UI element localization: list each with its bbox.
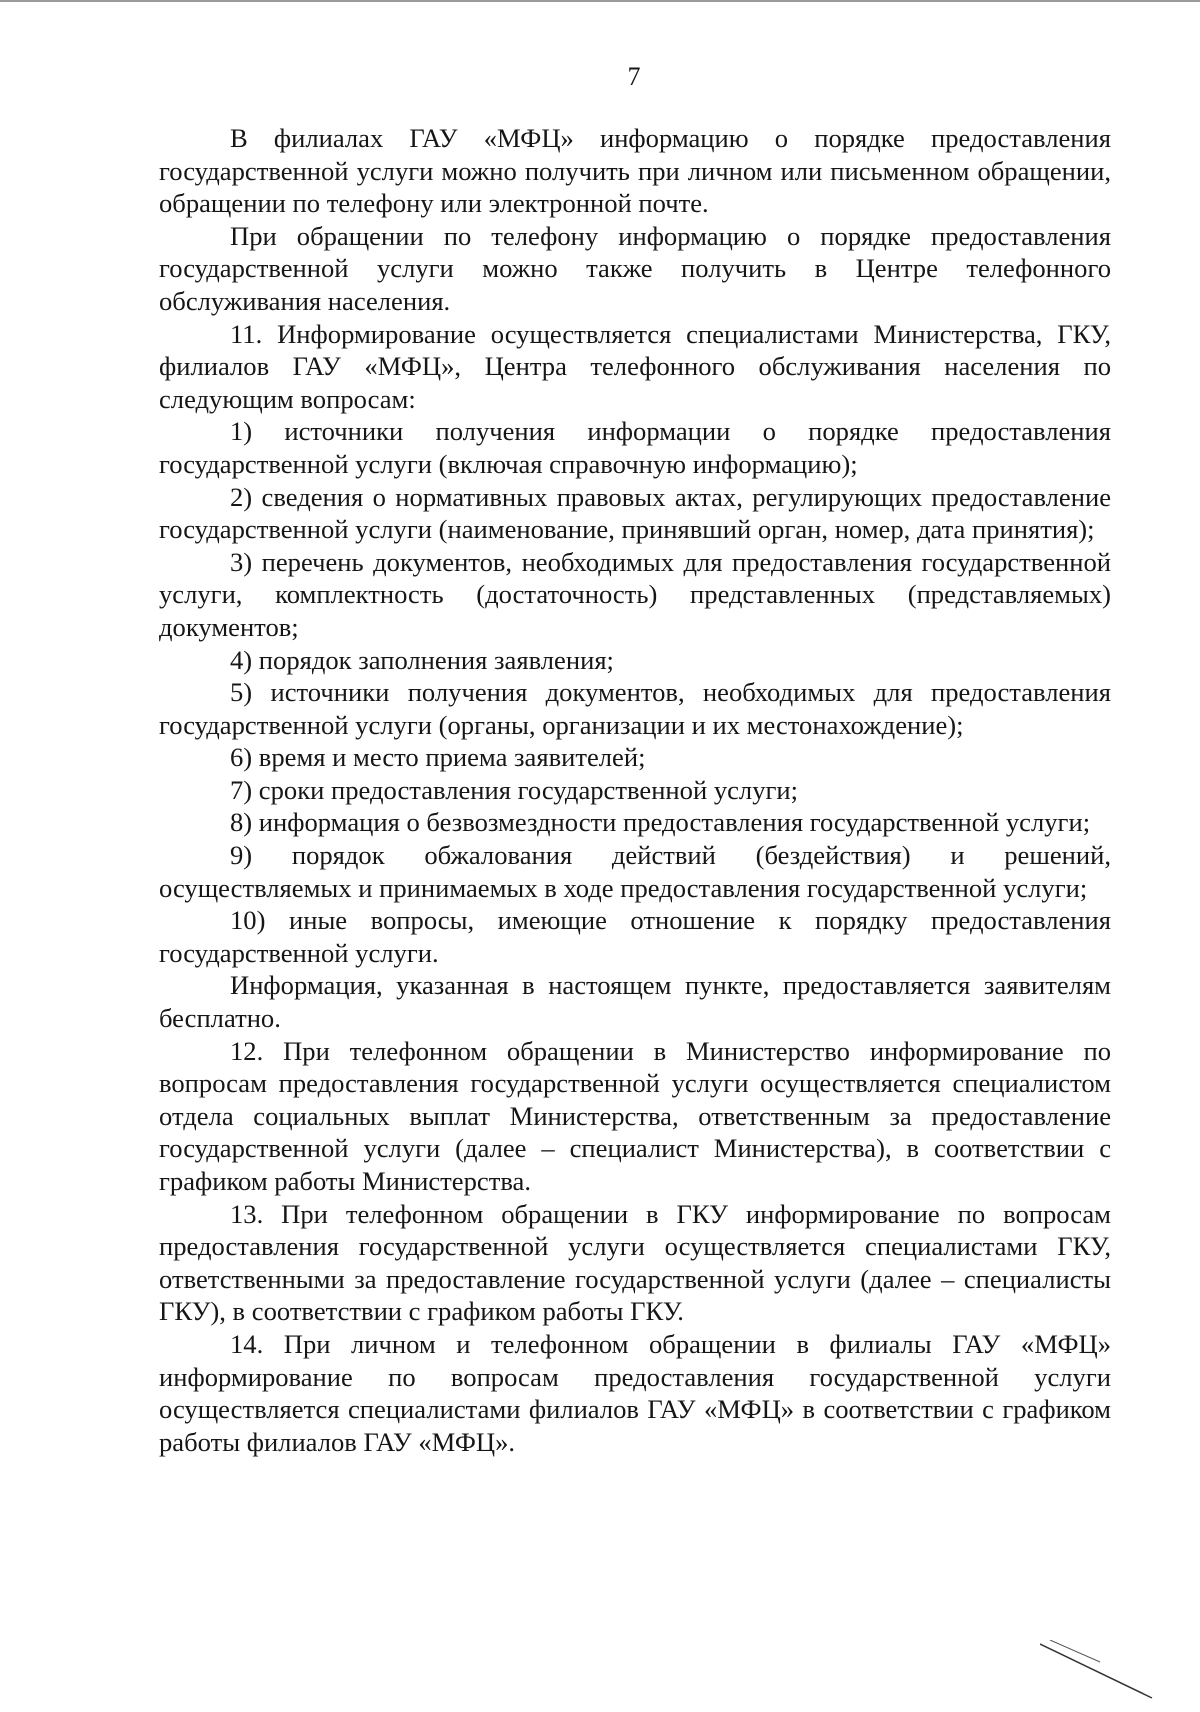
paragraph-phone-center: При обращении по телефону информацию о порядке предоставления государственной услуги можно также получить в Центре телефонного обслуживания населения.: [159, 220, 1111, 316]
list-item-5: 5) источники получения документов, необходимых для предоставления государственной услуги (органы, организации и их местонахождение);: [159, 677, 1111, 740]
list-item-1: 1) источники получения информации о порядке предоставления государственной услуги (включая справочную информацию);: [159, 416, 1111, 479]
list-item-3: 3) перечень документов, необходимых для предоставления государственной услуги, комплектность (достаточность) представленных (представляемых) документов;: [159, 546, 1111, 642]
paragraph-mfc-branches: В филиалах ГАУ «МФЦ» информацию о порядке предоставления государственной услуги можно получить при личном или письменном обращении, обращении по телефону или электронной почте.: [159, 123, 1111, 219]
scan-edge-line: [0, 0, 1200, 2]
paragraph-item-11: 11. Информирование осуществляется специалистами Министерства, ГКУ, филиалов ГАУ «МФЦ», Центра телефонного обслуживания населения по следующим вопросам:: [159, 318, 1111, 414]
list-item-7: 7) сроки предоставления государственной услуги;: [230, 774, 799, 805]
scan-mark: [1040, 1640, 1160, 1700]
list-item-6: 6) время и место приема заявителей;: [230, 742, 646, 773]
paragraph-item-14: 14. При личном и телефонном обращении в филиалы ГАУ «МФЦ» информирование по вопросам предоставления государственной услуги осуществляется специалистами филиалов ГАУ «МФЦ» в соответствии с графиком работы филиалов ГАУ «МФЦ».: [159, 1328, 1111, 1457]
page-number: 7: [627, 62, 641, 91]
paragraph-item-12: 12. При телефонном обращении в Министерство информирование по вопросам предоставления государственной услуги осуществляется специалистом отдела социальных выплат Министерства, ответственным за предоставление государственной услуги (далее – специалист Министерства), в соответствии с графиком работы Министерства.: [159, 1035, 1111, 1196]
document-body: [159, 122, 1111, 1458]
list-item-8: 8) информация о безвозмездности предоставления государственной услуги;: [230, 807, 1091, 838]
list-item-9: 9) порядок обжалования действий (бездействия) и решений, осуществляемых и принимаемых в ходе предоставления государственной услуги;: [159, 840, 1111, 903]
list-item-10: 10) иные вопросы, имеющие отношение к порядку предоставления государственной услуги.: [159, 905, 1111, 968]
paragraph-free-info: Информация, указанная в настоящем пункте, предоставляется заявителям бесплатно.: [159, 970, 1111, 1034]
list-item-2: 2) сведения о нормативных правовых актах, регулирующих предоставление государственной услуги (наименование, принявший орган, номер, дата принятия);: [159, 481, 1111, 545]
paragraph-item-13: 13. При телефонном обращении в ГКУ информирование по вопросам предоставления государственной услуги осуществляется специалистами ГКУ, ответственными за предоставление государственной услуги (далее – специалисты ГКУ), в соответствии с графиком работы ГКУ.: [159, 1198, 1111, 1327]
list-item-4: 4) порядок заполнения заявления;: [230, 644, 614, 675]
